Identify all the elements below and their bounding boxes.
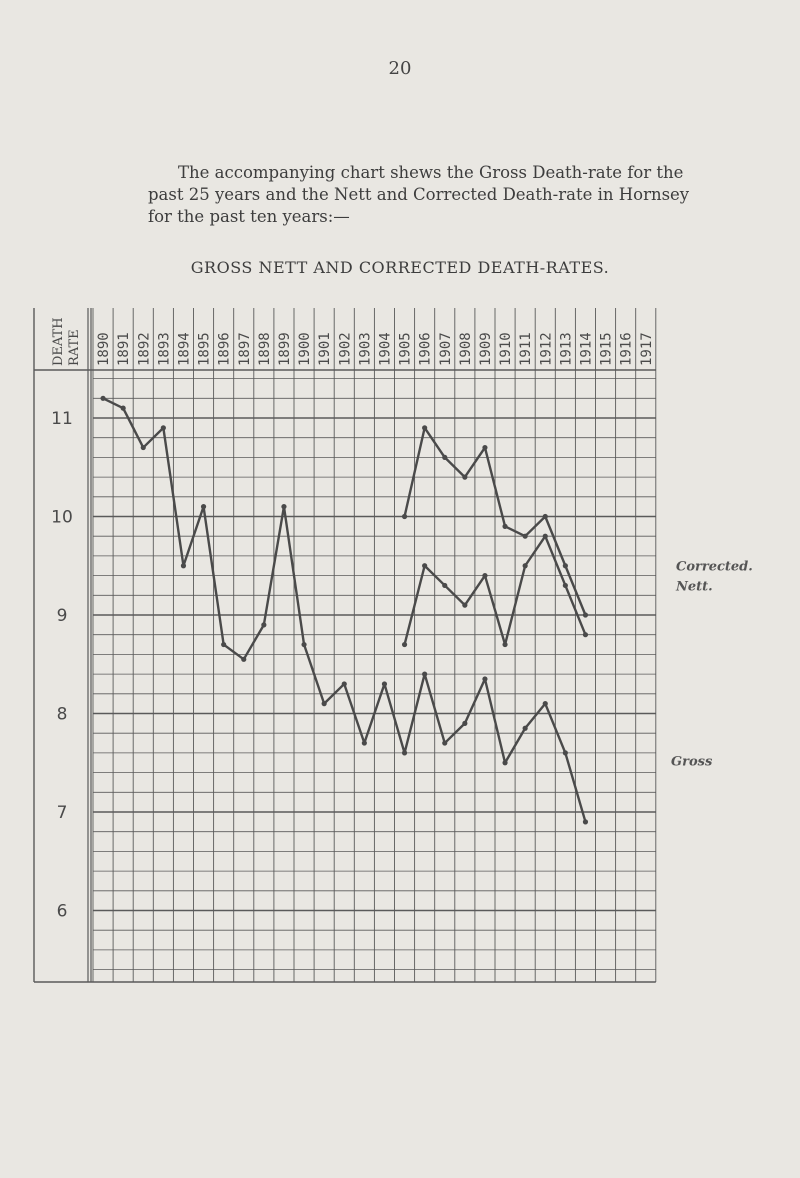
data-point xyxy=(482,445,487,450)
y-axis-title-line2: RATE xyxy=(67,329,82,366)
y-tick-label: 8 xyxy=(56,704,68,725)
data-point xyxy=(543,534,548,539)
data-point xyxy=(322,701,327,706)
x-tick-label: 1899 xyxy=(276,332,293,366)
data-point xyxy=(442,583,447,588)
data-point xyxy=(523,563,528,568)
y-tick-label: 10 xyxy=(51,507,73,528)
x-tick-label: 1901 xyxy=(317,332,334,366)
x-tick-label: 1891 xyxy=(116,332,133,366)
data-point xyxy=(502,642,507,647)
legend-gross: Gross xyxy=(671,754,713,770)
data-point xyxy=(362,740,367,745)
data-point xyxy=(141,445,146,450)
data-point xyxy=(502,760,507,765)
data-point xyxy=(402,642,407,647)
x-tick-label: 1915 xyxy=(598,332,615,366)
data-point xyxy=(482,676,487,681)
data-point xyxy=(543,701,548,706)
x-tick-label: 1906 xyxy=(417,332,434,366)
legend-corrected: Corrected. xyxy=(676,559,753,575)
x-tick-label: 1907 xyxy=(437,332,454,366)
data-point xyxy=(563,583,568,588)
intro-text: The accompanying chart shews the Gross Death-rate for the past 25 years and the Nett and Corrected Death-rate in Hornsey for the past ten years:— xyxy=(148,163,690,226)
chart-title: GROSS NETT AND CORRECTED DEATH-RATES. xyxy=(190,258,610,277)
data-point xyxy=(462,721,467,726)
data-point xyxy=(583,612,588,617)
x-tick-label: 1908 xyxy=(457,332,474,366)
data-point xyxy=(402,750,407,755)
y-axis-title-line1: DEATH xyxy=(51,317,66,366)
x-tick-label: 1890 xyxy=(96,332,113,366)
x-tick-label: 1909 xyxy=(477,332,494,366)
data-point xyxy=(261,622,266,627)
x-tick-label: 1916 xyxy=(618,332,635,366)
data-point xyxy=(523,534,528,539)
x-tick-label: 1894 xyxy=(176,332,193,366)
x-tick-label: 1910 xyxy=(498,332,515,366)
data-point xyxy=(502,524,507,529)
page-number: 20 xyxy=(388,58,412,79)
x-tick-label: 1905 xyxy=(397,332,414,366)
data-point xyxy=(201,504,206,509)
data-point xyxy=(402,514,407,519)
data-point xyxy=(181,563,186,568)
data-point xyxy=(100,396,105,401)
data-point xyxy=(583,819,588,824)
x-tick-label: 1900 xyxy=(297,332,314,366)
x-tick-label: 1914 xyxy=(578,332,595,366)
data-point xyxy=(442,455,447,460)
data-point xyxy=(422,425,427,430)
data-point xyxy=(121,406,126,411)
x-tick-label: 1912 xyxy=(538,332,555,366)
data-point xyxy=(422,563,427,568)
x-tick-label: 1896 xyxy=(216,332,233,366)
data-point xyxy=(563,750,568,755)
data-point xyxy=(563,563,568,568)
data-point xyxy=(442,740,447,745)
y-tick-label: 7 xyxy=(56,803,68,823)
data-point xyxy=(301,642,306,647)
data-point xyxy=(543,514,548,519)
x-tick-label: 1898 xyxy=(256,332,273,366)
data-point xyxy=(482,573,487,578)
data-point xyxy=(161,425,166,430)
y-tick-label: 6 xyxy=(56,901,68,922)
x-tick-label: 1917 xyxy=(638,332,655,366)
x-tick-label: 1893 xyxy=(156,332,173,366)
x-tick-label: 1892 xyxy=(136,332,153,366)
x-tick-label: 1903 xyxy=(357,332,374,366)
legend-nett: Nett. xyxy=(676,579,713,595)
data-point xyxy=(462,475,467,480)
data-point xyxy=(462,603,467,608)
y-tick-label: 9 xyxy=(56,606,68,626)
x-tick-label: 1902 xyxy=(337,332,354,366)
x-tick-label: 1897 xyxy=(236,332,253,366)
data-point xyxy=(342,681,347,686)
x-tick-label: 1911 xyxy=(518,332,535,366)
data-point xyxy=(281,504,286,509)
y-tick-label: 11 xyxy=(51,409,73,429)
data-point xyxy=(382,681,387,686)
data-point xyxy=(221,642,226,647)
x-tick-label: 1913 xyxy=(558,332,575,366)
data-point xyxy=(422,672,427,677)
data-point xyxy=(523,726,528,731)
data-point xyxy=(583,632,588,637)
x-tick-label: 1895 xyxy=(196,332,213,366)
x-tick-label: 1904 xyxy=(377,332,394,366)
data-point xyxy=(241,657,246,662)
